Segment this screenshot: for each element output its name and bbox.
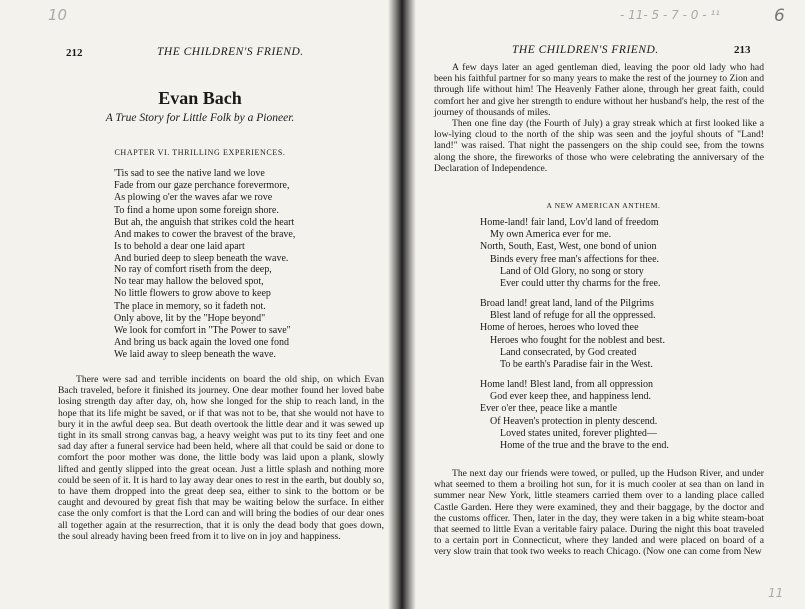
anthem-stanza-1 [480, 217, 661, 290]
paragraph-text: A few days later an aged gentleman died, leaving the poor old lady who had been his faithful partner for so many years to make the rest of the journey to Zion and through life without him! The Heavenly Father alone, through her great faith, could comfort her and give her strength to endure without her husband's help, the rest of the journey of thousands of miles. [434, 62, 764, 118]
poem-line: Blest land of refuge for all the oppressed. [490, 310, 656, 322]
poem-line: 'Tis sad to see the native land we love [114, 168, 265, 179]
anthem-stanza-3 [480, 379, 669, 452]
poem-line: My own America ever for me. [490, 229, 612, 241]
paragraph-block-2 [434, 468, 764, 558]
anthem-heading: A NEW AMERICAN ANTHEM. [546, 201, 661, 210]
poem-line: No ray of comfort riseth from the deep, [114, 264, 272, 275]
poem-stanza-2 [114, 264, 291, 362]
poem-line: Of Heaven's protection in plenty descend. [490, 415, 658, 427]
poem-line: Land consecrated, by God created [500, 346, 637, 358]
poem-line: Land of Old Glory, no song or story [500, 265, 644, 277]
page-number-right: 213 [734, 44, 751, 56]
paragraph-block-1 [434, 62, 764, 174]
poem-line: But ah, the anguish that strikes cold the heart [114, 216, 295, 228]
paragraph-text: Then one fine day (the Fourth of July) a gray streak which at first looked like a low-lying cloud to the north of the ship was seen and the joyful shouts of "Land! land!" was raised. That night the passengers on the ship could see, from the towns along the shore, the fireworks of those who were celebrating the anniversary of the Declaration of Independence. [434, 118, 764, 174]
poem-line: Home-land! fair land, Lov'd land of freedom [480, 217, 659, 228]
poem-line: And makes to cower the bravest of the brave, [114, 229, 296, 241]
pencil-corner-number: 6 [774, 6, 785, 26]
poem-line: Heroes who fought for the noblest and best. [490, 334, 665, 346]
poem-line: To be earth's Paradise fair in the West. [500, 359, 653, 371]
page-number-left: 212 [66, 47, 83, 59]
poem-line: Ever o'er thee, peace like a mantle [480, 403, 618, 415]
poem-line: North, South, East, West, one bond of union [480, 241, 657, 253]
poem-line: No little flowers to grow above to keep [114, 288, 271, 300]
paragraph-text: There were sad and terrible incidents on board the old ship, on which Evan Bach traveled, before it finished its journey. One dear mother found her loved babe losing strength day after day, oh, how she longed for the ship to reach land, in the hope that its life might be saved, or if that was not to be, that she would not have to bury it in the awful deep sea. But death overtook the little dear and it was sewed up tight in its small strong canvas bag, a heavy weight was put to its tiny feet and one sad day after a funeral service had been held, where all that could be said or done to comfort the poor mother was done, the little body was laid upon a plank, slowly lifted and gently slipped into the great ocean. Just a little splash and nothing more could be seen of it. It is hard to lay away dear ones to rest in the earth, but doubly so, to have them dropped into the great deep sea, either to sink to the bottom or be caught and devoured by great fish that may be waiting below the surface. In either case the only comfort is that the Lord can and will bring the bodies of our dear ones all together again at the resurrection, that it is only the dead body that goes down, the soul already having been freed from it to live on in joy and happiness. [58, 374, 384, 542]
poem-line: Only above, lit by the "Hope beyond" [114, 312, 266, 324]
story-subtitle: A True Story for Little Folk by a Pioneer. [105, 112, 295, 124]
poem-line: As plowing o'er the waves afar we rove [114, 192, 273, 204]
poem-line: Ever could utter thy charms for the free. [500, 278, 661, 290]
story-paragraph [58, 374, 384, 542]
left-page [0, 0, 402, 609]
poem-line: We laid away to sleep beneath the wave. [114, 349, 276, 361]
pencil-numbers-top-right: - 11- 5 - 7 - 0 - ¹¹ [620, 8, 720, 22]
poem-stanza-1 [114, 168, 295, 266]
story-title: Evan Bach [158, 88, 242, 108]
chapter-heading: CHAPTER VI. THRILLING EXPERIENCES. [114, 148, 286, 157]
poem-line: Is to behold a dear one laid apart [114, 241, 245, 253]
pencil-number-bottom-right: 11 [768, 586, 784, 600]
running-head-right: THE CHILDREN'S FRIEND. [512, 44, 659, 56]
poem-line: Binds every free man's affections for thee. [490, 253, 660, 265]
poem-line: To find a home upon some foreign shore. [114, 204, 279, 216]
poem-line: Broad land! great land, land of the Pilgrims [480, 298, 654, 309]
poem-line: We look for comfort in "The Power to save" [114, 325, 291, 337]
poem-line: And buried deep to sleep beneath the wave. [114, 253, 289, 265]
poem-line: Loved states united, forever plighted— [500, 427, 657, 439]
poem-line: Home of heroes, heroes who loved thee [480, 322, 639, 334]
poem-line: Home land! Blest land, from all oppression [480, 379, 654, 390]
paragraph-text: The next day our friends were towed, or pulled, up the Hudson River, and under what seemed to them a broiling hot sun, for it is much cooler at sea than on land in summer near New York, little steamers carried them over to a landing place called Castle Garden. Here they were examined, they and their baggage, by the doctor and the customs officer. Then, later in the day, they were taken in a big white steam-boat that seemed to little Evan a veritable fairy palace. During the night this boat traveled to a certain port in Connecticut, where they landed and were placed on board of a very slow train that took two weeks to reach Chicago. (Now one can come from New [434, 468, 764, 558]
pencil-number-top-left: 10 [48, 6, 68, 24]
right-page [402, 0, 805, 609]
poem-line: Home of the true and the brave to the end. [500, 440, 669, 452]
running-head-left: THE CHILDREN'S FRIEND. [157, 46, 304, 58]
poem-line: And bring us back again the loved one fond [114, 337, 289, 349]
poem-line: The place in memory, so it fadeth not. [114, 300, 266, 312]
poem-line: God ever keep thee, and happiness lend. [490, 391, 652, 403]
poem-line: No tear may hallow the beloved spot, [114, 276, 264, 288]
anthem-stanza-2 [480, 298, 665, 371]
poem-line: Fade from our gaze perchance forevermore, [114, 180, 290, 192]
